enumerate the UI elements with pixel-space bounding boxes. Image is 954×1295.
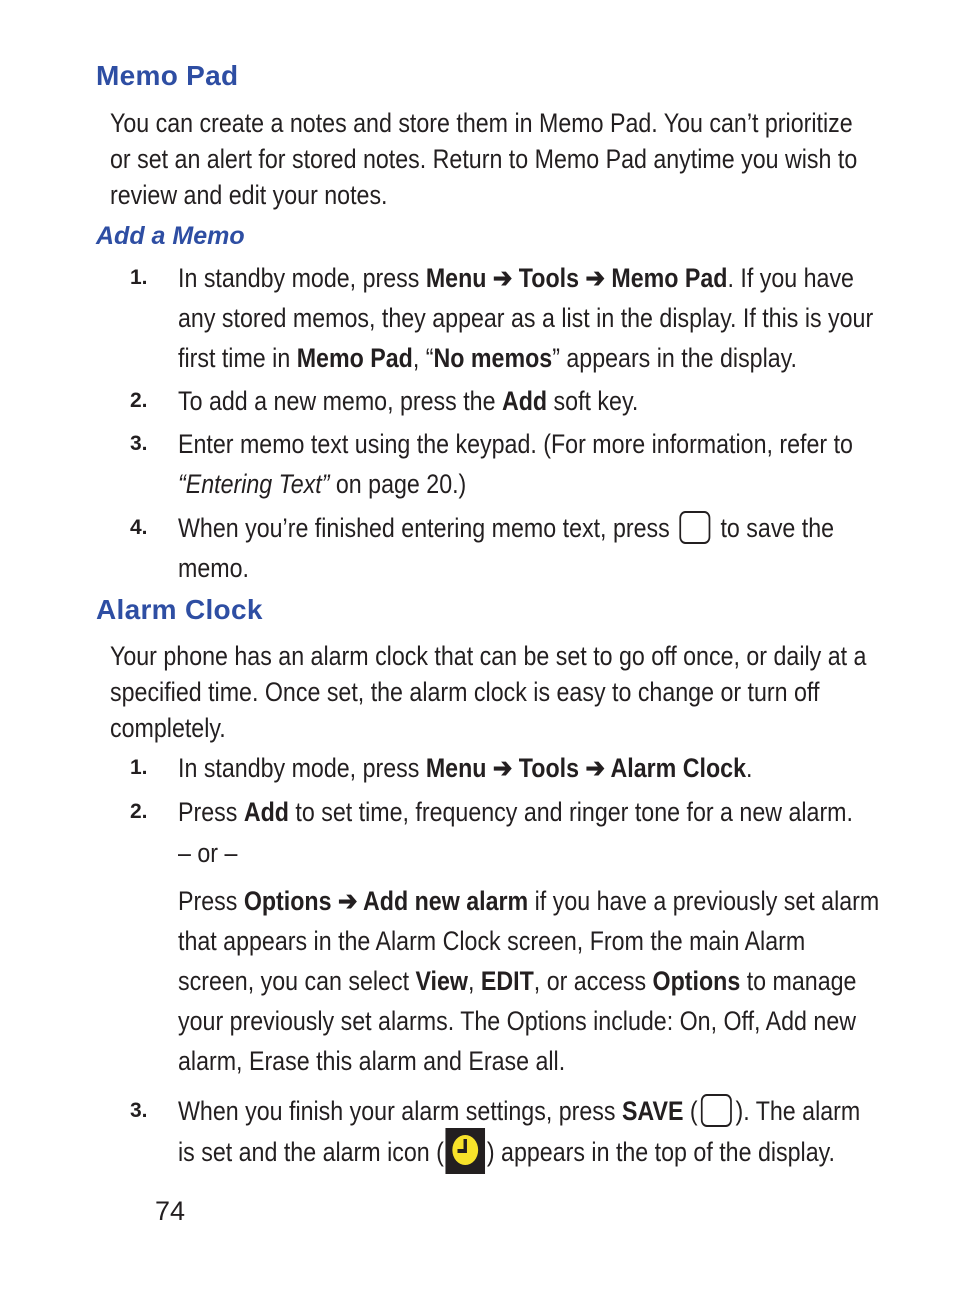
step-text-run: soft key. <box>547 386 639 416</box>
step-text-run: , <box>467 966 481 996</box>
step-number: 2. <box>130 389 148 412</box>
step-number: 1. <box>130 756 148 779</box>
step-text <box>178 833 883 873</box>
step-text-run: To add a new memo, press the <box>178 386 502 416</box>
step-text-run: ) appears in the top of the display. <box>486 1137 835 1168</box>
step-text-run: Enter memo text using the keypad. (For more information, refer to <box>178 429 853 459</box>
step-number: 4. <box>130 516 148 539</box>
step-text-run: . If you have any stored memos, they appear as a list in the display. If this is your first time in <box>178 263 874 373</box>
step-text-run: to manage your previously set alarms. The Options include: On, Off, Add new alarm, Erase this alarm and Erase all. <box>178 966 857 1076</box>
step-text-run: In standby mode, press <box>178 263 426 293</box>
page-number: 74 <box>155 1196 186 1226</box>
step-text-bold: View <box>415 966 468 996</box>
step-text <box>178 1091 883 1177</box>
step-text-run: . <box>745 753 753 783</box>
step-text-run: on page 20.) <box>329 469 467 499</box>
step-text-bold: Add <box>501 386 548 416</box>
step-text-run: , “ <box>412 343 434 373</box>
step-text <box>178 424 883 504</box>
step-text-bold: Add <box>243 797 289 827</box>
ok-key-icon <box>701 1094 732 1127</box>
step-text-bold: Menu ➔ Tools ➔ Alarm Clock <box>425 753 746 783</box>
step-number: 2. <box>130 800 148 823</box>
step-text-run: to save the memo. <box>178 513 835 583</box>
step-text-run: ). The alarm is set and the alarm icon ( <box>178 1096 861 1168</box>
step-text-run: ” appears in the display. <box>552 343 798 373</box>
alarm-clock-intro: Your phone has an alarm clock that can be set to go off once, or daily at a specified time. Once set, the alarm clock is easy to change or turn off completely. <box>110 641 867 743</box>
alarm-clock-heading: Alarm Clock <box>96 594 263 625</box>
step-text-run: When you’re finished entering memo text, press <box>178 513 677 543</box>
step-text-run: to set time, frequency and ringer tone for a new alarm. <box>288 797 853 827</box>
step-text-bold: Options <box>652 966 741 996</box>
step-text-run: if you have a previously set alarm that appears in the Alarm Clock screen, From the main Alarm screen, you can select <box>178 886 880 996</box>
memo-pad-intro: You can create a notes and store them in Memo Pad. You can’t prioritize or set an alert for stored notes. Return to Memo Pad anytime you wish to review and edit your notes. <box>110 108 858 210</box>
step-text-bold: SAVE <box>621 1096 684 1126</box>
step-text <box>178 258 883 378</box>
step-text-bold: Memo Pad <box>296 343 413 373</box>
step-text-bold: No memos <box>433 343 553 373</box>
step-text-run: Press <box>178 797 244 827</box>
step-text-run: ( <box>683 1096 698 1126</box>
step-text-run: Press <box>178 886 244 916</box>
add-memo-subheading: Add a Memo <box>96 222 245 250</box>
step-text-run: – or – <box>178 838 238 868</box>
step-text-run: In standby mode, press <box>178 753 426 783</box>
step-text <box>178 792 883 832</box>
step-text-run: , or access <box>533 966 653 996</box>
step-text-bold: Options ➔ Add new alarm <box>243 886 529 916</box>
step-text-italic: “Entering Text” <box>178 469 330 499</box>
step-text-bold: EDIT <box>480 966 534 996</box>
alarm-clock-icon <box>446 1128 486 1174</box>
step-text-bold: Menu ➔ Tools ➔ Memo Pad <box>425 263 728 293</box>
step-text <box>178 748 883 788</box>
step-number: 3. <box>130 1099 148 1122</box>
step-text-run: When you finish your alarm settings, press <box>178 1096 622 1126</box>
step-number: 1. <box>130 266 148 289</box>
step-text <box>178 881 883 1081</box>
ok-key-icon <box>680 511 711 544</box>
step-text <box>178 381 883 421</box>
memo-pad-heading: Memo Pad <box>96 60 239 91</box>
step-number: 3. <box>130 432 148 455</box>
step-text <box>178 508 883 588</box>
